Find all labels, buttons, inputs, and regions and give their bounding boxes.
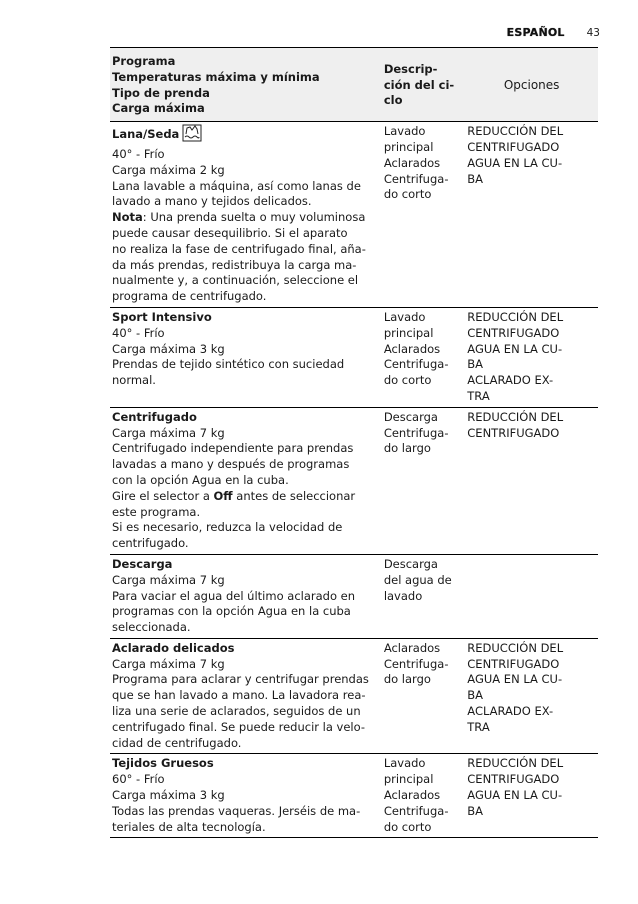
table-row — [110, 407, 598, 554]
description-cell: Aclarados Centrifuga- do largo — [382, 638, 465, 754]
description-cell: Lavado principal Aclarados Centrifuga- do corto — [382, 307, 465, 407]
program-cell: Sport Intensivo 40° - Frío Carga máxima 3 kg Prendas de tejido sintético con suciedad normal. — [110, 307, 382, 407]
note-line: Nota: Una prenda suelta o muy voluminosa — [112, 210, 366, 225]
table-row — [110, 554, 598, 638]
language-label: ESPAÑOL — [506, 26, 565, 39]
table-row — [110, 122, 598, 308]
description-cell: Descarga Centrifuga- do largo — [382, 407, 465, 554]
program-cell: Centrifugado Carga máxima 7 kg Centrifugado independiente para prendas lavadas a mano y después de programas con la opción Agua en la cuba. Gire el selector a Off antes de seleccionar este programa. Si es necesario, reduzca la velocidad de centrifugado. — [110, 407, 382, 554]
table-header-row — [110, 48, 598, 122]
options-cell: REDUCCIÓN DEL CENTRIFUGADO AGUA EN LA CU- BA ACLARADO EX- TRA — [465, 307, 598, 407]
header-programa: Programa Temperaturas máxima y mínima Tipo de prenda Carga máxima — [110, 48, 382, 122]
program-name: Centrifugado — [112, 409, 197, 424]
page-header — [507, 26, 600, 39]
table-row — [110, 754, 598, 838]
description-cell: Lavado principal Aclarados Centrifuga- do corto — [382, 754, 465, 838]
options-cell — [465, 554, 598, 638]
options-cell: REDUCCIÓN DEL CENTRIFUGADO — [465, 407, 598, 554]
program-name: Sport Intensivo — [112, 309, 212, 324]
description-cell: Lavado principal Aclarados Centrifuga- do corto — [382, 122, 465, 308]
description-cell: Descarga del agua de lavado — [382, 554, 465, 638]
program-name: Aclarado delicados — [112, 640, 235, 655]
program-cell: Aclarado delicados Carga máxima 7 kg Programa para aclarar y centrifugar prendas que se han lavado a mano. La lavadora rea- liza una serie de aclarados, seguidos de un centrifugado final. Se puede reducir la velo- cidad de centrifugado. — [110, 638, 382, 754]
table-row — [110, 307, 598, 407]
header-descripcion: Descrip- ción del ci- clo — [382, 48, 465, 122]
program-cell: Lana/Seda 40° - Frío Carga máxima 2 kg Lana lavable a máquina, así como lanas de lavado a mano y tejidos delicados. Nota: Una prenda suelta o muy voluminosa puede causar desequilibrio. Si el aparato no realiza la fase de centrifugado final, aña- da más prendas, redistribuya la carga ma- nualmente y, a continuación, seleccione el programa de centrifugado. — [110, 122, 382, 308]
header-opciones: Opciones — [465, 48, 598, 122]
program-name: Tejidos Gruesos — [112, 756, 214, 771]
options-cell: REDUCCIÓN DEL CENTRIFUGADO AGUA EN LA CU- BA — [465, 122, 598, 308]
note-label: Nota — [112, 210, 143, 225]
program-name: Descarga — [112, 556, 173, 571]
gire-line: Gire el selector a Off antes de seleccionar — [112, 488, 356, 503]
program-name: Lana/Seda — [112, 127, 180, 142]
wool-handwash-icon — [182, 124, 202, 147]
program-cell: Descarga Carga máxima 7 kg Para vaciar el agua del último aclarado en programas con la opción Agua en la cuba seleccionada. — [110, 554, 382, 638]
table-row — [110, 638, 598, 754]
program-cell: Tejidos Gruesos 60° - Frío Carga máxima 3 kg Todas las prendas vaqueras. Jerséis de ma- teriales de alta tecnología. — [110, 754, 382, 838]
options-cell: REDUCCIÓN DEL CENTRIFUGADO AGUA EN LA CU- BA — [465, 754, 598, 838]
page-number: 43 — [586, 26, 600, 39]
program-table — [110, 47, 598, 838]
options-cell: REDUCCIÓN DEL CENTRIFUGADO AGUA EN LA CU- BA ACLARADO EX- TRA — [465, 638, 598, 754]
